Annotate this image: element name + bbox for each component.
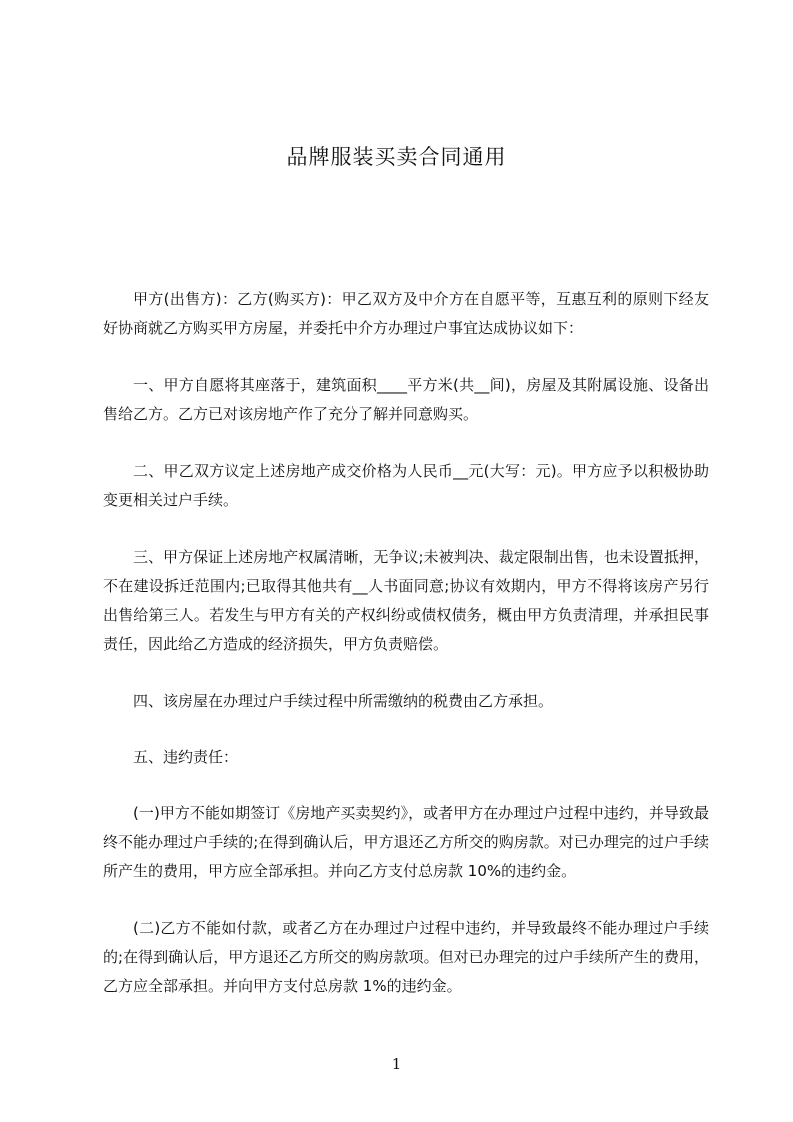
page-number: 1 [391, 1055, 402, 1073]
clause-four-paragraph: 四、该房屋在办理过户手续过程中所需缴纳的税费由乙方承担。 [133, 692, 554, 710]
document-title: 品牌服装买卖合同通用 [286, 145, 507, 169]
clause-five-item-two-paragraph: (二)乙方不能如付款，或者乙方在办理过户过程中违约，并导致最终不能办理过户手续的;在得到确认后，甲方退还乙方所交的购房款项。但对已办理完的过户手续所产生的费用，乙方应全部承担。并向甲方支付总房款 1%的违约金。 [103, 919, 709, 995]
intro-paragraph: 甲方(出售方)：乙方(购买方)：甲乙双方及中介方在自愿平等，互惠互利的原则下经友好协商就乙方购买甲方房屋，并委托中介方办理过户事宜达成协议如下： [103, 290, 709, 337]
clause-three-paragraph: 三、甲方保证上述房地产权属清晰，无争议;未被判决、裁定限制出售，也未设置抵押，不在建设拆迁范围内;已取得其他共有__人书面同意;协议有效期内，甲方不得将该房产另行出售给第三人。若发生与甲方有关的产权纠纷或债权债务，概由甲方负责清理，并承担民事责任，因此给乙方造成的经济损失，甲方负责赔偿。 [103, 548, 709, 653]
clause-five-item-one-paragraph: (一)甲方不能如期签订《房地产买卖契约》，或者甲方在办理过户过程中违约，并导致最终不能办理过户手续的;在得到确认后，甲方退还乙方所交的购房款。对已办理完的过户手续所产生的费用，甲方应全部承担。并向乙方支付总房款 10%的违约金。 [103, 804, 709, 880]
clause-one-paragraph: 一、甲方自愿将其座落于，建筑面积____平方米(共__间)，房屋及其附属设施、设备出售给乙方。乙方已对该房地产作了充分了解并同意购买。 [103, 376, 709, 423]
clause-two-paragraph: 二、甲乙双方议定上述房地产成交价格为人民币__元(大写：元)。甲方应予以积极协助变更相关过户手续。 [103, 462, 709, 509]
clause-five-heading: 五、违约责任： [133, 748, 239, 766]
document-body [103, 285, 709, 1029]
